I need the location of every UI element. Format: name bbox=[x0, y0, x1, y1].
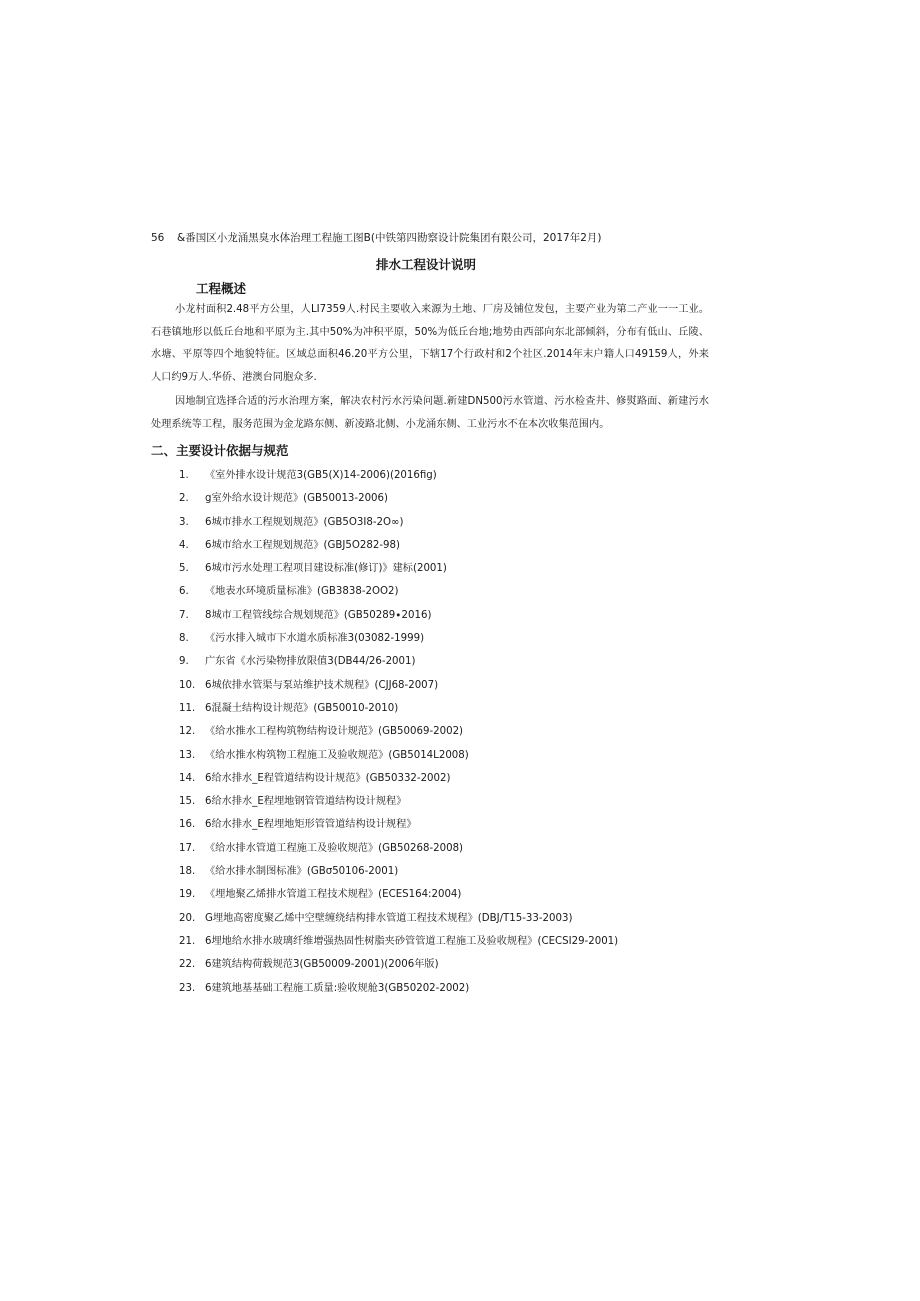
section-1-heading: 工程概述 bbox=[196, 281, 247, 296]
reference-item bbox=[179, 580, 618, 603]
reference-text: 《室外排水设计规范3(GB5(X)14-2006)(2016fig) bbox=[205, 470, 437, 481]
reference-text: 6给水排水_E程埋地矩形管管道结构设计规程》 bbox=[205, 819, 417, 831]
header-source: &番国区小龙涌黑臭水体治理工程施工图B(中铁第四勘察设计院集团有限公司，2017年2月) bbox=[177, 232, 602, 244]
reference-number: 18. bbox=[179, 866, 196, 878]
section-2-heading: 二、主要设计依据与规范 bbox=[151, 443, 289, 458]
reference-number: 2. bbox=[179, 493, 189, 505]
reference-item bbox=[179, 557, 618, 580]
reference-number: 20. bbox=[179, 912, 196, 924]
reference-list bbox=[179, 464, 618, 1000]
reference-item bbox=[179, 534, 618, 557]
reference-item bbox=[179, 650, 618, 673]
reference-number: 4. bbox=[179, 539, 189, 551]
reference-text: 《污水排入城市下水道水质标准3(03082-1999) bbox=[205, 633, 425, 645]
reference-text: 6城市给水工程规划规范》(GBJ5O282-98) bbox=[205, 539, 400, 551]
reference-item bbox=[179, 813, 618, 836]
reference-item bbox=[179, 767, 618, 790]
reference-text: 《给水推水工程构筑物结构设计规范》(GB50069-2002) bbox=[205, 726, 464, 738]
reference-number: 16. bbox=[179, 819, 196, 831]
reference-item bbox=[179, 790, 618, 813]
reference-number: 17. bbox=[179, 842, 196, 854]
reference-number: 19. bbox=[179, 889, 196, 901]
reference-item bbox=[179, 930, 618, 953]
reference-item bbox=[179, 953, 618, 976]
overview-paragraph-1: 小龙村面积2.48平方公里，人LI7359人.村民主要收入来源为土地、厂房及铺位发包，主要产业为第二产业一一工业。石巷镇地形以低丘台地和平原为主.其中50%为冲积平原，50%为低丘台地;地势由西部向东北部倾斜，分布有低山、丘陵、水塘、平原等四个地貌特征。区域总面积46.20平方公里，下辖17个行政村和2个社区.2014年末户籍人口49159人，外来人口约9万人.华侨、港澳台同胞众多. bbox=[151, 304, 709, 384]
reference-text: 《给水排水管道工程施工及验收规范》(GB50268-2008) bbox=[205, 842, 464, 854]
reference-number: 11. bbox=[179, 702, 196, 714]
reference-number: 23. bbox=[179, 982, 196, 994]
reference-item bbox=[179, 977, 618, 1000]
reference-item bbox=[179, 883, 618, 906]
reference-number: 14. bbox=[179, 772, 196, 784]
reference-text: 6城市污水处理工程项目建设标准(修订)》建标(2001) bbox=[205, 563, 447, 575]
reference-number: 15. bbox=[179, 796, 196, 808]
reference-item bbox=[179, 697, 618, 720]
reference-text: 《埋地聚乙烯排水管道工程技术规程》(ECES164:2004) bbox=[205, 889, 462, 901]
header-number: 56 bbox=[151, 232, 165, 244]
document-title: 排水工程设计说明 bbox=[375, 257, 476, 272]
reference-number: 21. bbox=[179, 935, 196, 947]
header-line bbox=[151, 231, 602, 245]
reference-number: 10. bbox=[179, 679, 196, 691]
reference-text: 6城依排水管渠与泵站维护技术规程》(CJJ68-2007) bbox=[205, 679, 439, 691]
reference-text: 6给水排水_E程埋地钢管管道结构设计规程》 bbox=[205, 796, 407, 808]
reference-text: 广东省《水污染物排放限值3(DB44/26-2001) bbox=[205, 656, 416, 668]
reference-item bbox=[179, 837, 618, 860]
reference-text: G埋地高密度聚乙烯中空壁缠绕结构排水管道工程技术规程》(DBJ∕T15-33-2003) bbox=[205, 912, 573, 924]
reference-number: 22. bbox=[179, 959, 196, 971]
reference-number: 5. bbox=[179, 563, 189, 575]
reference-number: 3. bbox=[179, 516, 189, 528]
reference-number: 7. bbox=[179, 609, 189, 621]
reference-item bbox=[179, 511, 618, 534]
reference-number: 1. bbox=[179, 470, 189, 481]
reference-text: 6给水排水_E程管道结构设计规范》(GB50332-2002) bbox=[205, 772, 451, 784]
reference-text: g室外给水设计规范》(GB50013-2006) bbox=[205, 493, 388, 505]
reference-number: 8. bbox=[179, 633, 189, 645]
reference-text: 《给水排水制图标准》(GBσ50106-2001) bbox=[205, 866, 399, 878]
reference-item bbox=[179, 744, 618, 767]
reference-text: 6埋地给水排水玻璃纤维增强热固性树脂夹砂管管道工程施工及验收规程》(CECSI29-2001) bbox=[205, 935, 619, 947]
reference-item bbox=[179, 720, 618, 743]
reference-text: 6混凝土结构设计规范》(GB50010-2010) bbox=[205, 702, 399, 714]
reference-item bbox=[179, 604, 618, 627]
reference-number: 13. bbox=[179, 749, 196, 761]
reference-text: 8城市工程管线综合规划规范》(GB50289∙2016) bbox=[205, 609, 432, 621]
reference-text: 6建筑地基基础工程施工质量:验收规舱3(GB50202-2002) bbox=[205, 982, 470, 994]
overview-paragraph-2: 因地制宜选择合适的污水治理方案，解决农村污水污染问题.新建DN500污水管道、污水检查井、修熨路面、新建污水处理系统等工程，服务范围为金龙路东侧、新凌路北侧、小龙涌东侧、工业污水不在本次收集范围内。 bbox=[151, 396, 709, 430]
reference-item bbox=[179, 627, 618, 650]
reference-item bbox=[179, 464, 618, 487]
reference-number: 6. bbox=[179, 586, 189, 598]
reference-text: 6城市排水工程规划规范》(GB5O3I8-2O∞) bbox=[205, 516, 404, 528]
reference-text: 《给水推水构筑物工程施工及验收规范》(GB5014L2008) bbox=[205, 749, 469, 761]
reference-number: 12. bbox=[179, 726, 196, 738]
reference-item bbox=[179, 860, 618, 883]
reference-text: 《地表水环境质量标准》(GB3838-2OO2) bbox=[205, 586, 399, 598]
reference-item bbox=[179, 674, 618, 697]
reference-number: 9. bbox=[179, 656, 189, 668]
reference-text: 6建筑结构荷载规范3(GB50009-2001)(2006年版) bbox=[205, 959, 439, 971]
reference-item bbox=[179, 907, 618, 930]
reference-item bbox=[179, 487, 618, 510]
